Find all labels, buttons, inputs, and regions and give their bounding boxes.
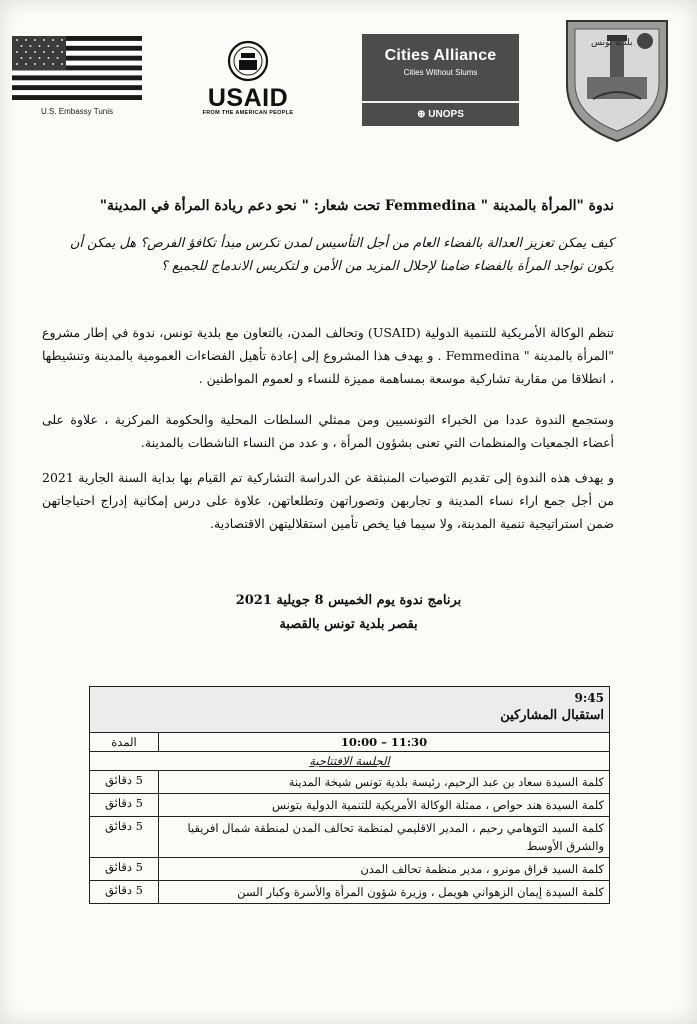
tunis-crest-icon [563,15,671,145]
table-row [90,858,610,881]
cities-alliance-subtitle: Cities Without Slums [403,68,478,77]
speech-duration: 5 دقائق [90,794,159,817]
us-flag-icon [12,36,142,100]
usaid-tagline: FROM THE AMERICAN PEOPLE [202,110,294,116]
crest-text: بلدية تونس [591,38,633,48]
program-venue: بقصر بلدية تونس بالقصبة [279,617,418,632]
program-title: برنامج ندوة يوم الخميس 8 جويلية 2021 [235,593,462,608]
welcome-cell [90,687,610,733]
document-title: ندوة "المرأة بالمدينة " Femmedina تحت شعار: " نحو دعم ريادة المرأة في المدينة" [99,198,614,214]
session-title: الجلسة الافتتاحية [90,752,610,771]
speech-text: كلمة السيد التوهامي رحيم ، المدير الاقليمي لمنظمة تحالف المدن لمنطقة شمال افريقيا والشرق الأوسط [159,817,610,858]
flag-caption: U.S. Embassy Tunis [40,107,114,116]
speech-duration: 5 دقائق [90,817,159,858]
cities-alliance-unops: ⊕ UNOPS [417,109,464,120]
speech-duration: 5 دقائق [90,858,159,881]
session-time: 11:30 – 10:00 [159,733,610,752]
speech-text: كلمة السيد قراق مونرو ، مدير منظمة تحالف المدن [159,858,610,881]
usaid-wordmark: USAID [207,84,289,112]
welcome-row [90,687,610,733]
cities-alliance-divider [362,101,519,103]
speech-duration: 5 دقائق [90,771,159,794]
speech-text: كلمة السيدة إيمان الزهواني هويمل ، وزيرة شؤون المرأة والأسرة وكبار السن [159,881,610,904]
unops-label: UNOPS [428,109,464,120]
tunis-municipality-crest [563,15,671,145]
speech-text: كلمة السيدة هند حواص ، ممثلة الوكالة الأمريكية للتنمية الدولية بتونس [159,794,610,817]
cities-alliance-logo [362,34,519,126]
session-title-row [90,752,610,771]
welcome-label: استقبال المشاركين [500,708,604,723]
table-row [90,817,610,858]
table-row [90,794,610,817]
participants-paragraph: وستجمع الندوة عددا من الخبراء التونسيين ومن ممثلي السلطات المحلية والحكومة المركزية ، علاوة على أعضاء الجمعيات والمنظمات التي تعنى بشؤون المرأة ، و عدد من النساء الناشطات بالمدينة. [42,412,614,450]
session-header-row [90,733,610,752]
speech-text: كلمة السيدة سعاد بن عبد الرحيم، رئيسة بلدية تونس شيخة المدينة [159,771,610,794]
table-row [90,881,610,904]
speech-duration: 5 دقائق [90,881,159,904]
usaid-logo [196,40,300,116]
duration-header: المدة [90,733,159,752]
intro-paragraph: تنظم الوكالة الأمريكية للتنمية الدولية (USAID) وتحالف المدن، بالتعاون مع بلدية تونس، ندوة في إطار مشروع "المرأة بالمدينة " Femmedina . و يهدف هذا المشروع إلى إعادة تأهيل الفضاءات العمومية بالمدينة وتنشيطها ، انطلاقا من مقاربة تشاركية موسعة بمساهمة مميزة للنساء و لعموم المواطنين . [42,325,614,386]
cities-alliance-title: Cities Alliance [384,47,497,64]
guiding-question: كيف يمكن تعزيز العدالة بالفضاء العام من أجل التأسيس لمدن تكرس مبدأ تكافؤ الفرص؟ هل يمكن أن يكون تواجد المرأة بالفضاء ضامنا لإحلال المزيد من الأمن و لتكريس الاندماج للجميع ؟ [69,236,614,274]
table-row [90,771,610,794]
usaid-seal-icon [227,40,269,82]
program-table [89,686,610,904]
us-embassy-logo [12,36,142,116]
welcome-time: 9:45 [574,691,604,705]
objectives-paragraph: و يهدف هذه الندوة إلى تقديم التوصيات المنبثقة عن الدراسة التشاركية تم القيام بها بداية السنة الجارية 2021 من أجل جمع اراء نساء المدينة و تجاربهن وتصوراتهن وتطلعاتهن، علاوة على درس إمكانية إدراج احتياجاتهن ضمن استراتيجية تنمية المدينة، ولا سيما فيا يخص تأمين استقلاليتهن الاقتصادية. [42,470,614,531]
